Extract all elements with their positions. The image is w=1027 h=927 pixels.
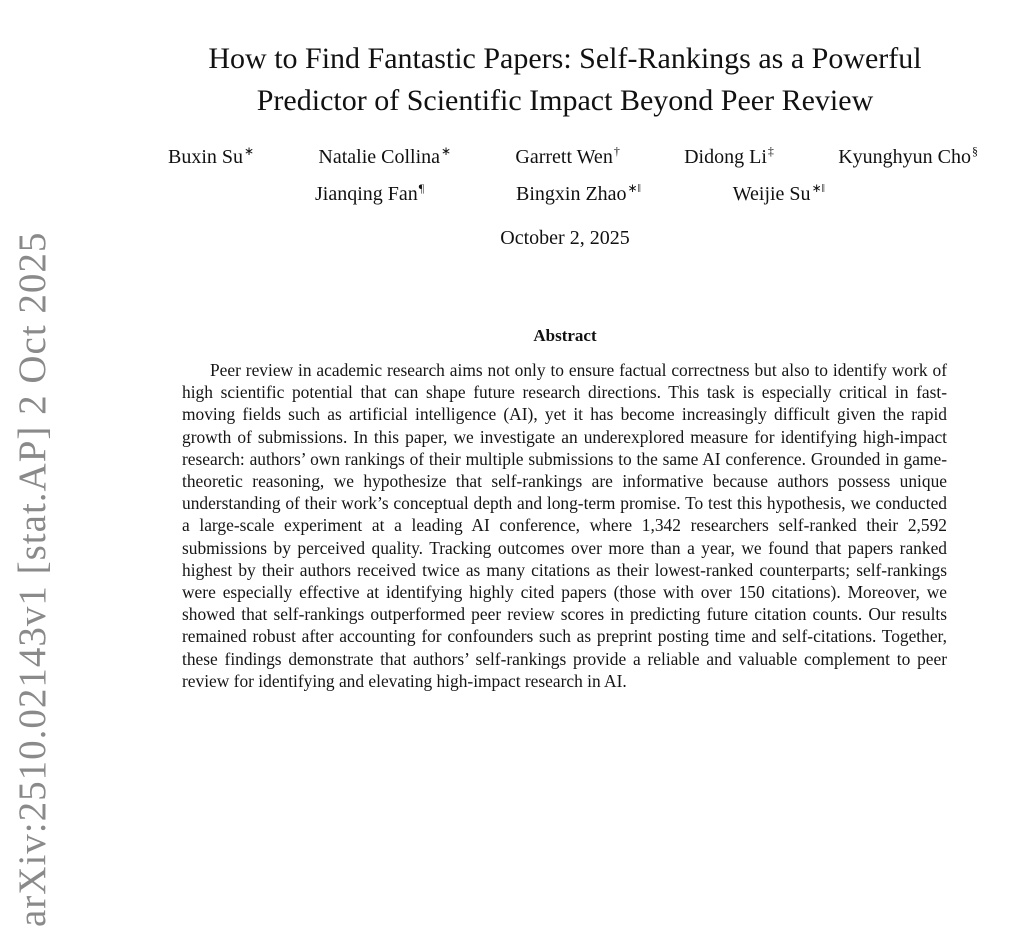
abstract-body: Peer review in academic research aims not only to ensure factual correctness but also to identify work of high scientific potential that can shape future research directions. This task is especially critical in fast-moving fields such as artificial intelligence (AI), yet it has become increasingly difficult given the rapid growth of submissions. In this paper, we investigate an underexplored measure for identifying high-impact research: authors’ own rankings of their multiple submissions to the same AI conference. Grounded in game-theoretic reasoning, we hypothesize that self-rankings are informative because authors possess unique understanding of their work’s conceptual depth and long-term promise. To test this hypothesis, we conducted a large-scale experiment at a leading AI conference, where 1,342 researchers self-ranked their 2,592 submissions by perceived quality. Tracking outcomes over more than a year, we found that papers ranked highest by their authors received twice as many citations as their lowest-ranked counterparts; self-rankings were especially effective at identifying highly cited papers (those with over 150 citations). Moreover, we showed that self-rankings outperformed peer review scores in predicting future citation counts. Our results remained robust after accounting for confounders such as preprint posting time and self-citations. Together, these findings demonstrate that authors’ self-rankings provide a reliable and valuable complement to peer review for identifying and elevating high-impact research in AI. [182,360,947,691]
author-name: Weijie Su∗‖ [732,181,825,205]
arxiv-identifier-stamp: arXiv:2510.02143v1 [stat.AP] 2 Oct 2025 [11,232,54,927]
author-name: Natalie Collina∗ [318,144,452,168]
author-name: Didong Li‡ [684,144,774,168]
author-name: Bingxin Zhao∗‖ [515,181,641,205]
author-name: Buxin Su∗ [168,144,255,168]
paper-title: How to Find Fantastic Papers: Self-Rankings as a Powerful Predictor of Scientific Impact Beyond Peer Review [208,42,922,117]
author-list-row-2 [315,181,825,206]
author-list-row-1 [168,144,978,169]
abstract-heading: Abstract [533,326,597,345]
author-name: Kyunghyun Cho§ [838,144,978,168]
author-name: Jianqing Fan¶ [315,181,425,205]
publication-date: October 2, 2025 [500,227,630,249]
author-name: Garrett Wen† [515,144,620,168]
